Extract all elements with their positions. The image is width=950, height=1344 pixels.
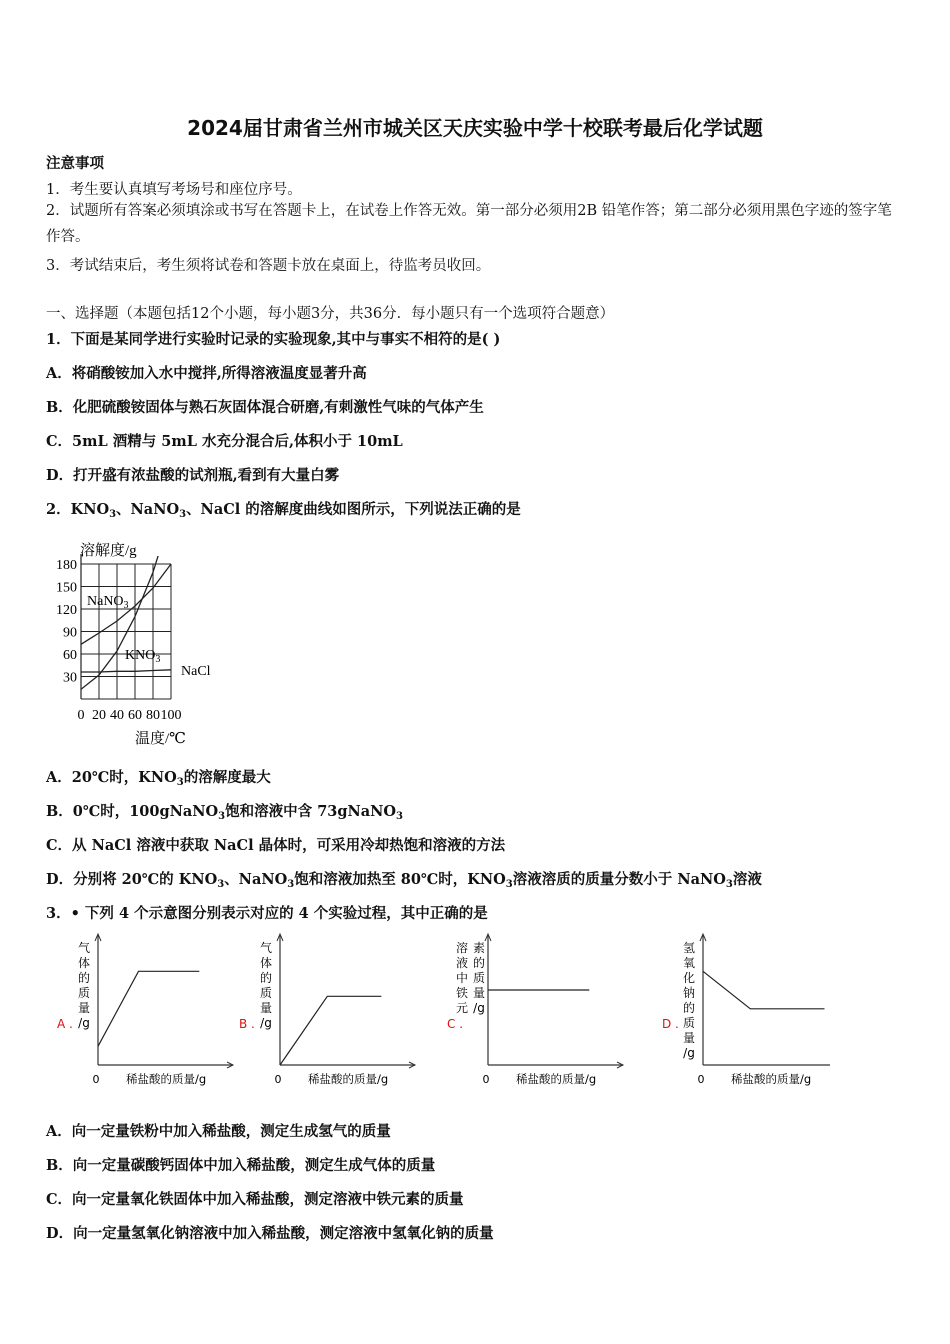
graph-y-label-char: 体 [259,956,273,970]
solubility-ticks [56,558,182,723]
x-tick-label: 0 [77,708,85,723]
graph-y-label-char: /g [78,1016,90,1030]
graph-y-label-char: 气 [77,941,91,955]
graph-y-label-char: 质 [472,971,486,985]
q2-option-a: A．20℃时，$KNO_3$的溶解度最大 [46,769,271,788]
graph-y-label-char: 化 [682,971,696,985]
graph-data-line [280,996,381,1065]
q3-graph-a [57,934,233,1086]
q2-option-b: B．0℃时，100gNaNO$_3$饱和溶液中含 73gNaNO$_3$ [46,803,404,822]
graph-y-label-char: 量 [259,1001,273,1015]
x-tick-label: 40 [110,708,124,723]
q3-graph-b [239,934,415,1086]
q1-option-a: A．将硝酸铵加入水中搅拌,所得溶液温度显著升高 [46,365,367,382]
page-title: 2024届甘肃省兰州市城关区天庆实验中学十校联考最后化学试题 [187,116,763,140]
notice-item-3: 3．考试结束后，考生须将试卷和答题卡放在桌面上，待监考员收回。 [46,258,491,274]
graph-y-label-char: 的 [259,971,273,985]
x-tick-label: 60 [128,708,142,723]
q1-option-c: C．5mL 酒精与 5mL 水充分混合后,体积小于 10mL [46,433,403,450]
notice-item-1: 1．考生要认真填写考场号和座位序号。 [46,182,302,198]
q3-option-b: B．向一定量碳酸钙固体中加入稀盐酸，测定生成气体的质量 [46,1157,436,1174]
q1-option-d: D．打开盛有浓盐酸的试剂瓶,看到有大量白雾 [46,467,340,484]
q3-option-a: A．向一定量铁粉中加入稀盐酸，测定生成氢气的质量 [46,1123,391,1140]
graph-y-label-char: 钠 [682,986,696,1000]
graph-y-label-char: 质 [682,1016,696,1030]
graph-x-label: 稀盐酸的质量/g [126,1072,207,1086]
graph-y-label-char: 中 [455,971,469,985]
q2-stem: 2．$KNO_3$、NaNO$_3$、NaCl 的溶解度曲线如图所示，下列说法正确的是 [46,501,521,520]
series-label-kno3: $KNO_3$ [125,648,161,665]
x-tick-label: 100 [160,708,182,723]
q3-option-d: D．向一定量氢氧化钠溶液中加入稀盐酸，测定溶液中氢氧化钠的质量 [46,1225,494,1242]
graph-x-label: 稀盐酸的质量/g [308,1072,389,1086]
q3-stem: 3．• 下列 4 个示意图分别表示对应的 4 个实验过程，其中正确的是 [46,905,488,922]
graph-y-label-char: 量 [472,986,486,1000]
graph-x-label: 稀盐酸的质量/g [516,1072,597,1086]
graph-origin-label: 0 [482,1073,490,1086]
graph-letter: D . [662,1017,679,1031]
graph-origin-label: 0 [92,1073,100,1086]
graph-y-label-char: 质 [77,986,91,1000]
graph-y-label-char: 元 [455,1001,469,1015]
graph-y-label-char: 量 [682,1031,696,1045]
solubility-y-label: 溶解度/g [80,543,137,559]
y-tick-label: 150 [56,580,77,596]
graph-y-label-char: 溶 [455,941,469,955]
graph-y-label-char: /g [473,1001,485,1015]
y-tick-label: 90 [63,625,77,641]
q3-graph-c [447,934,623,1086]
solubility-chart [50,535,240,750]
graph-data-line [98,971,199,1046]
graph-y-label-char: 体 [77,956,91,970]
graph-y-label-char: 气 [259,941,273,955]
notice-heading: 注意事项 [46,155,104,172]
graph-y-label-char: 氢 [682,941,696,955]
q2-option-c: C．从 NaCl 溶液中获取 NaCl 晶体时，可采用冷却热饱和溶液的方法 [46,837,506,854]
q2-option-d: D．分别将 20℃的 $KNO_3$、NaNO$_3$饱和溶液加热至 80℃时，$KNO_3$溶液溶质的质量分数小于 NaNO$_3$溶液 [46,871,762,890]
graph-y-label-char: 量 [77,1001,91,1015]
graph-letter: A . [57,1017,73,1031]
graph-data-line [703,971,825,1009]
series-line-nacl [81,670,171,672]
graph-y-label-char: /g [683,1046,695,1060]
graph-y-label-char: 的 [682,1001,696,1015]
graph-letter: C . [447,1017,464,1031]
graph-origin-label: 0 [274,1073,282,1086]
q3-graphs [40,930,830,1095]
graph-x-label: 稀盐酸的质量/g [731,1072,812,1086]
y-tick-label: 60 [63,648,77,663]
q3-graph-d [662,934,830,1086]
graph-y-label-char: 的 [77,971,91,985]
y-tick-label: 30 [63,670,77,686]
series-label-nacl: NaCl [181,664,211,679]
x-tick-label: 80 [146,708,160,723]
graph-y-label-char: 氧 [682,956,696,970]
graph-y-label-char: 液 [455,956,469,970]
y-tick-label: 180 [56,558,77,573]
graph-letter: B . [239,1017,255,1031]
q1-stem: 1．下面是某同学进行实验时记录的实验现象,其中与事实不相符的是( ) [46,331,501,348]
x-tick-label: 20 [92,708,106,723]
graph-y-label-char: 质 [259,986,273,1000]
graph-y-label-char: /g [260,1016,272,1030]
series-label-nano3: NaNO$_3$ [87,594,129,611]
section-heading: 一、选择题（本题包括12个小题，每小题3分，共36分．每小题只有一个选项符合题意） [46,306,615,322]
graph-y-label-char: 素 [472,941,486,955]
graph-origin-label: 0 [697,1073,705,1086]
graph-y-label-char: 的 [472,956,486,970]
graph-y-label-char: 铁 [455,986,469,1000]
y-tick-label: 120 [56,603,77,618]
q1-option-b: B．化肥硫酸铵固体与熟石灰固体混合研磨,有刺激性气味的气体产生 [46,399,484,416]
solubility-x-label: 温度/℃ [135,731,186,747]
q3-option-c: C．向一定量氧化铁固体中加入稀盐酸，测定溶液中铁元素的质量 [46,1191,464,1208]
notice-item-2: 2．试题所有答案必须填涂或书写在答题卡上，在试卷上作答无效。第一部分必须用2B 铅笔作答；第二部分必须用黑色字迹的签字笔作答。 [46,203,892,245]
solubility-grid [81,554,171,699]
